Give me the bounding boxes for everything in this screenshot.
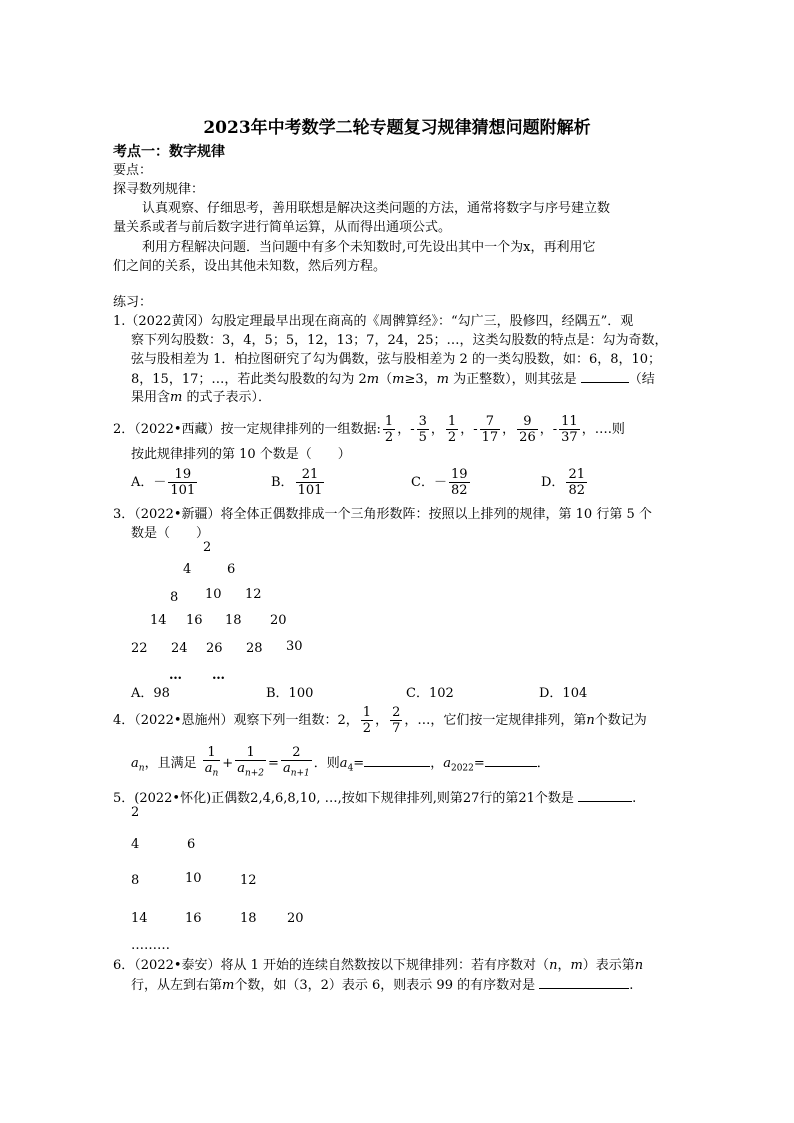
q2-option[interactable] [271,467,326,499]
q2-separator: ， [430,422,444,437]
q2-term-fraction [417,414,429,445]
q3-array-number: 20 [270,613,287,628]
q2-term-fraction [517,414,538,445]
q2-separator: ， [539,422,553,437]
q5-ellipsis: ……… [131,938,170,953]
q2-option-label: B． [271,475,294,490]
q2-term-fraction-denominator: 17 [481,430,499,445]
intro-paragraph-2-line-2: 们之间的关系，设出其他未知数，然后列方程。 [113,259,387,274]
q2-term-fraction-numerator: 1 [384,414,394,429]
q3-line-1: 3．（2022•新疆）将全体正偶数排成一个三角形数阵：按照以上排列的规律，第 10 行第 5 个 [113,507,652,522]
q3-option[interactable]: C．102 [406,686,454,701]
intro-paragraph-1-line-1: 认真观察、仔细思考，善用联想是解决这类问题的方法，通常将数字与序号建立数 [142,201,611,216]
intro-label-key-points: 要点： [113,163,153,178]
q5-array-number: 6 [187,837,196,852]
q2-term-fraction [480,414,501,445]
q2-option-fraction [449,467,470,498]
q4-line-1: 4．（2022•恩施州）观察下列一组数：2， $\frac{1}{2}$ ， $\frac{2}{7}$ ，…，它们按一定规律排列，第n个数记为 [113,705,647,736]
q2-term-fraction [446,414,458,445]
q2-option-fraction-numerator: 21 [296,467,325,483]
q5-array-number: 4 [131,837,140,852]
q2-line-1: 2．（2022•西藏）按一定规律排列的一组数据: $\frac{1}{2}$ ，- $\frac{3}{5}$ ， $\frac{1}{2}$ ，- $\frac{7}{17}$ ， $\frac{9}{26}$ ，- $\frac{11}{37}$ ，….则 [113,414,625,445]
q2-option-fraction-numerator: 19 [168,467,197,483]
q4-answer-blank-a2022[interactable] [485,754,537,767]
q2-term-fraction-numerator: 11 [561,414,578,429]
q2-option-fraction-numerator: 19 [450,467,468,482]
q2-option-label: A． [131,475,154,490]
q2-term-fraction-numerator: 7 [480,414,501,430]
q4-line-2: $a_n$，且满足 $\frac{1}{a_n}$ + $\frac{1}{a_{n+2}}$ = $\frac{2}{a_{n+1}}$ ．则$a_4=$ ，$a_{2022}=$ ． [131,745,550,785]
q3-array-number: 6 [227,562,236,577]
q2-option-fraction-denominator: 101 [170,483,196,498]
q2-option[interactable] [131,467,199,499]
q3-array-number: 16 [186,613,203,628]
intro-paragraph-2-line-1: 利用方程解决问题．当问题中有多个未知数时,可先设出其中一个为x，再利用它 [142,240,596,255]
q4-fraction-1: $\frac{1}{2}$ [362,705,372,736]
q5-array-number: 2 [131,805,140,820]
q2-term-sign: - [410,422,415,437]
q2-term-fraction-numerator: 3 [418,414,427,429]
q2-option-sign: － [433,475,447,490]
q5-array-number: 14 [131,911,148,926]
intro-paragraph-1-line-2: 量关系或者与前后数字进行简单运算，从而得出通项公式。 [113,220,452,235]
q2-term-fraction-numerator: 9 [517,414,538,430]
q2-term-fraction [383,414,395,445]
q3-array-number: 10 [205,587,222,602]
q3-array-number: 30 [286,639,303,654]
q5-array-number: 16 [185,911,202,926]
q6-line-1: 6．（2022•泰安）将从 1 开始的连续自然数按以下规律排列：若有序数对（n，m）表示第n [113,958,644,973]
q3-array-number: 12 [245,587,262,602]
q6-line-2: 行，从左到右第m个数，如（3，2）表示 6，则表示 99 的有序数对是 . [131,978,634,993]
q1-line-2: 察下列勾股数：3，4，5；5，12，13；7，24，25；…，这类勾股数的特点是：勾为奇数， [131,333,668,348]
q2-separator: ， [460,422,474,437]
q2-term-sign: - [473,422,478,437]
q2-option[interactable] [541,467,589,499]
q4-answer-blank-a4[interactable] [364,754,430,767]
q1-line-4: 8，15，17；…，若此类勾股数的勾为 2m（m≥3，m 为正整数），则其弦是 （结 [131,372,655,387]
q3-array-number: 24 [171,641,188,656]
q3-array-number: 26 [206,641,223,656]
q2-line-2: 按此规律排列的第 10 个数是（ ） [131,447,351,462]
q2-term-fraction-denominator: 2 [447,430,457,445]
q2-term-fraction [559,414,580,445]
q2-option-fraction [296,467,325,498]
q3-array-number: 18 [225,613,242,628]
q5-array-number: 20 [287,911,304,926]
q2-term-fraction-denominator: 37 [561,430,578,445]
q5-array-number: 10 [185,871,202,886]
q2-separator: ， [502,422,516,437]
q2-term-fraction-numerator: 1 [447,414,457,429]
q4-equation-term-3: $\frac{2}{a_{n+1}}$ [282,745,310,779]
q2-option-label: C． [411,475,434,490]
q5-array-number: 12 [240,873,257,888]
q3-array-number: 28 [246,641,263,656]
q3-array-number: 22 [131,641,148,656]
q2-term-fraction-denominator: 2 [384,430,394,445]
q2-term-sign: - [552,422,558,437]
q4-equation-term-1: $\frac{1}{a_n}$ [204,745,219,779]
q2-term-fraction-denominator: 5 [418,430,427,445]
q2-sequence [381,414,582,445]
q3-ellipsis: … [212,668,225,683]
q3-line-2: 数是（ ） [131,526,210,541]
q3-array-number: 8 [170,590,179,605]
q5-array-number: 18 [240,911,257,926]
q3-ellipsis: … [169,668,182,683]
q2-separator: ， [397,422,411,437]
q1-line-5: 果用含m 的式子表示）． [131,390,271,405]
practice-label: 练习： [113,295,153,310]
section-heading: 考点一：数字规律 [113,144,225,160]
q3-array-number: 14 [150,613,167,628]
intro-label-pattern: 探寻数列规律： [113,182,205,197]
q2-option[interactable] [411,467,472,499]
q6-answer-blank[interactable] [539,976,629,989]
document-title: 2023年中考数学二轮专题复习规律猜想问题附解析 [203,118,591,138]
q4-equation-term-2: $\frac{1}{a_{n+2}}$ [237,745,265,779]
q4-fraction-2: $\frac{2}{7}$ [392,705,401,736]
q2-option-sign: － [153,475,167,490]
q2-option-fraction-numerator: 21 [568,467,585,482]
q3-array-number: 2 [203,540,212,555]
q1-answer-blank[interactable] [581,370,629,383]
q3-array-number: 4 [183,562,192,577]
q2-option-fraction-denominator: 82 [568,483,585,498]
q1-line-3: 弦与股相差为 1．柏拉图研究了勾为偶数，弦与股相差为 2 的一类勾股数，如：6，8，10； [131,352,662,367]
q2-option-fraction-denominator: 82 [450,483,468,498]
q5-line-1: 5．(2022•怀化)正偶数2,4,6,8,10, …,按如下规律排列,则第27行的第21个数是 . [113,791,637,806]
q2-term-fraction-denominator: 26 [519,430,536,445]
q3-option[interactable]: B．100 [266,686,314,701]
q5-array-number: 8 [131,873,140,888]
q1-line-1: 1.（2022黄冈）勾股定理最早出现在商高的《周髀算经》：“勾广三，股修四，经隅五”．观 [113,314,634,329]
q2-option-fraction-denominator: 101 [297,483,323,498]
q2-option-fraction [168,467,197,498]
q3-option[interactable]: D．104 [539,686,588,701]
q5-answer-blank[interactable] [578,789,632,802]
q2-option-fraction [566,467,587,498]
q3-option[interactable]: A．98 [131,686,170,701]
q2-option-label: D． [541,475,565,490]
